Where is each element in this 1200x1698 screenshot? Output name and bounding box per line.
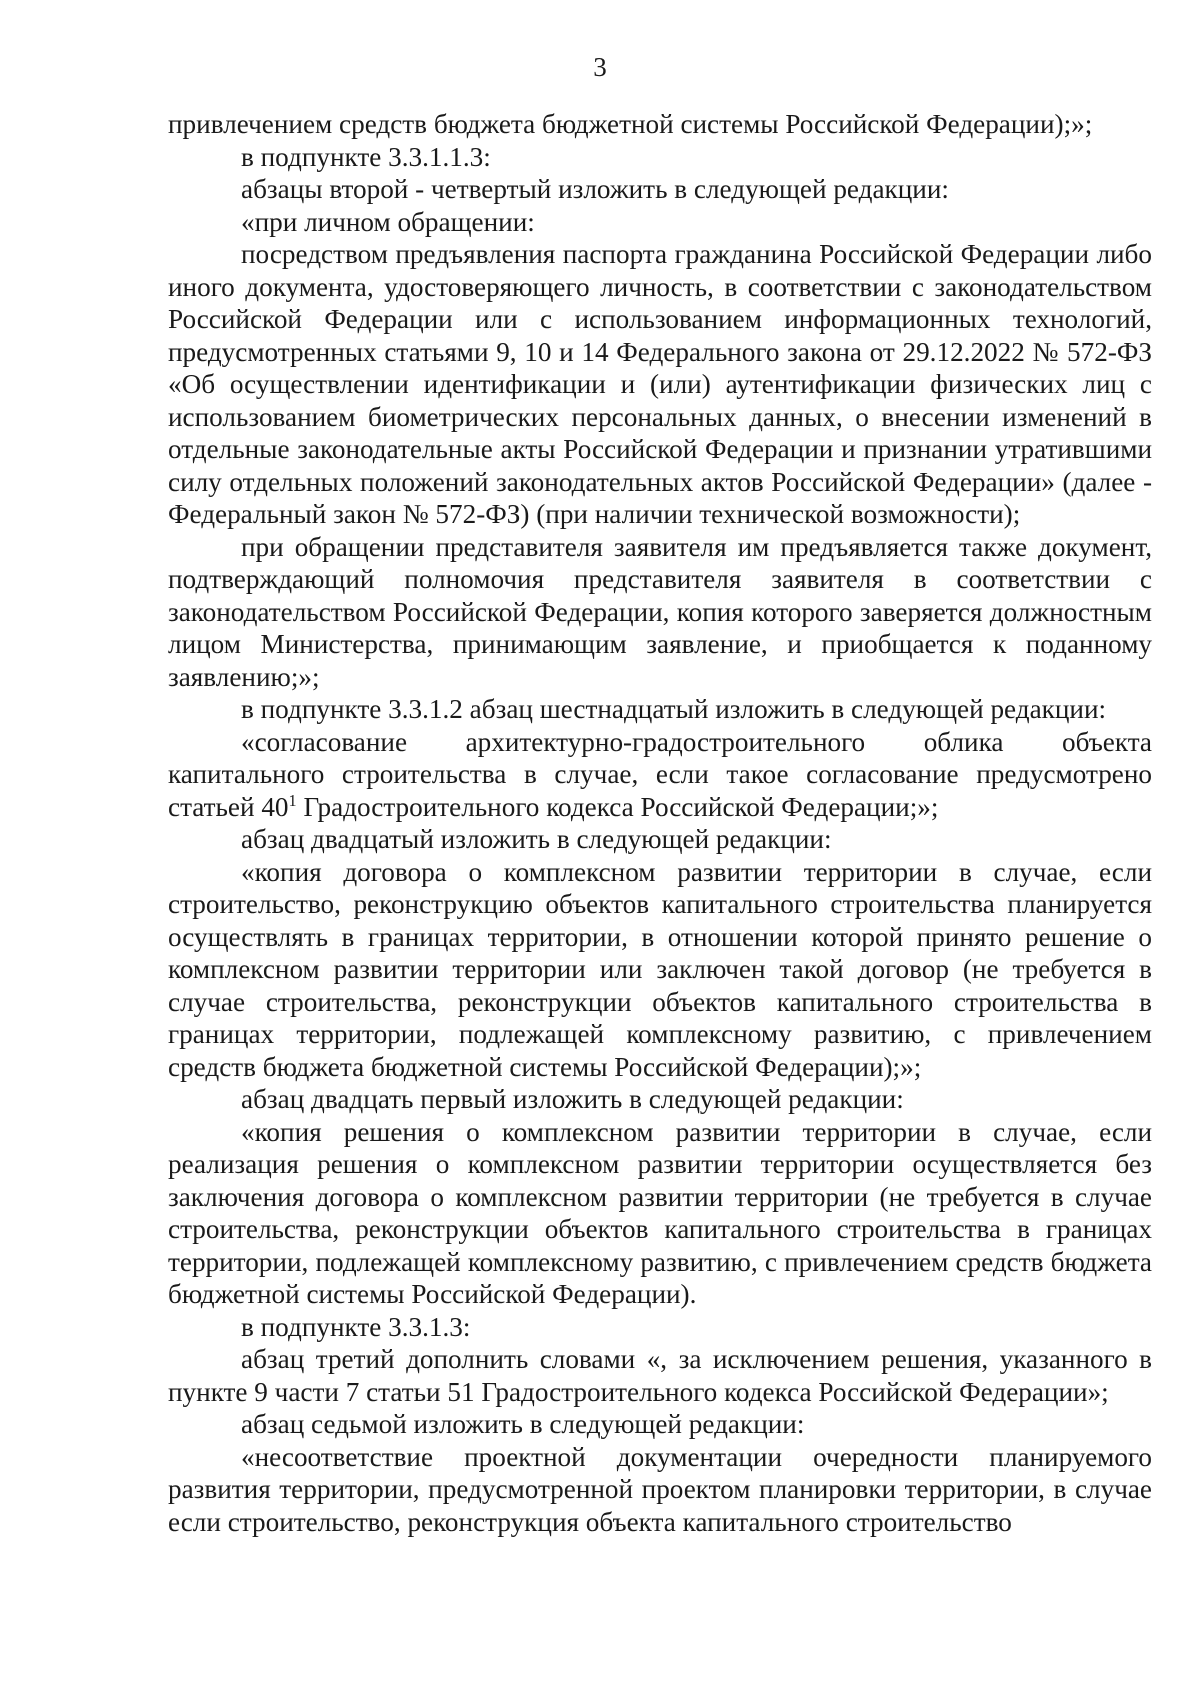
paragraph: «при личном обращении: [241,206,535,237]
paragraph: посредством предъявления паспорта гражданина Российской Федерации либо иного документа, удостоверяющего личность, в соответствии с законодательством Российской Федерации или с использованием информационных технологий, предусмотренных статьями 9, 10 и 14 Федерального закона от 29.12.2022 № 572-ФЗ «Об осуществлении идентификации и (или) аутентификации физических лиц с использованием биометрических персональных данных, о внесении изменений в отдельные законодательные акты Российской Федерации и признании утратившими силу отдельных положений законодательных актов Российской Федерации» (далее - Федеральный закон № 572-ФЗ) (при наличии технической возможности); [168,239,1152,529]
paragraph: абзац третий дополнить словами «, за исключением решения, указанного в пункте 9 части 7 статьи 51 Градостроительного кодекса Российской Федерации»; [168,1344,1152,1407]
paragraph: в подпункте 3.3.1.2 абзац шестнадцатый изложить в следующей редакции: [241,694,1107,724]
paragraph: привлечением средств бюджета бюджетной системы Российской Федерации);»; [168,109,1093,139]
paragraph: абзац двадцать первый изложить в следующей редакции: [241,1084,904,1114]
paragraph: «копия решения о комплексном развитии территории в случае, если реализация решения о комплексном развитии территории осуществляется без заключения договора о комплексном развитии территории (не требуется в случае строительства, реконструкции объектов капитального строительства в границах территории, подлежащей комплексному развитию, с привлечением средств бюджета бюджетной системы Российской Федерации). [168,1116,1152,1309]
paragraph-text-after: Градостроительного кодекса Российской Федерации;»; [296,791,939,822]
paragraph-text-before: «согласование архитектурно-градостроительного облика объекта капитального строительства в случае, если такое согласование предусмотрено статьей 40 [168,726,1152,822]
paragraph-with-superscript [168,726,1152,824]
document-body [168,108,1152,1538]
paragraph: «несоответствие проектной документации очередности планируемого развития территории, предусмотренной проектом планировки территории, в случае если строительство, реконструкция объекта капитального строительство [168,1441,1152,1537]
paragraph: в подпункте 3.3.1.3: [241,1311,471,1342]
paragraph: абзацы второй - четвертый изложить в следующей редакции: [241,174,949,204]
paragraph: в подпункте 3.3.1.1.3: [241,141,491,172]
superscript: 1 [288,790,297,810]
page-number: 3 [593,52,607,82]
paragraph: абзац седьмой изложить в следующей редакции: [241,1409,805,1439]
paragraph: при обращении представителя заявителя им предъявляется также документ, подтверждающий полномочия представителя заявителя в соответствии с законодательством Российской Федерации, копия которого заверяется должностным лицом Министерства, принимающим заявление, и приобщается к поданному заявлению;»; [168,531,1152,692]
paragraph: абзац двадцатый изложить в следующей редакции: [241,824,832,854]
paragraph: «копия договора о комплексном развитии территории в случае, если строительство, реконструкцию объектов капитального строительства планируется осуществлять в границах территории, в отношении которой принято решение о комплексном развитии территории или заключен такой договор (не требуется в случае строительства, реконструкции объектов капитального строительства в границах территории, подлежащей комплексному развитию, с привлечением средств бюджета бюджетной системы Российской Федерации);»; [168,856,1152,1082]
